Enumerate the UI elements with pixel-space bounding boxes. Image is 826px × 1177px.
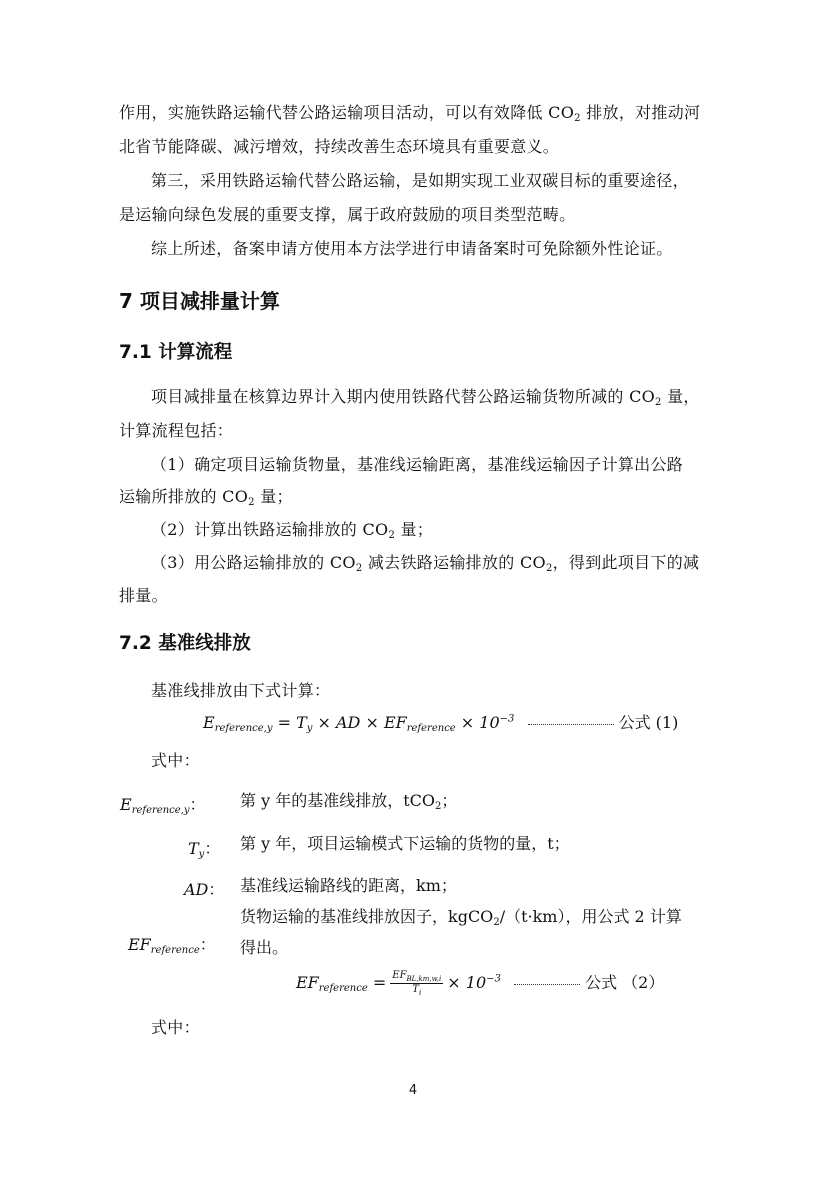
var-symbol-t-y: $T_y$： xyxy=(188,839,221,860)
s71-step3-line-2: 排量。 xyxy=(119,586,168,605)
s71-step2: （2）计算出铁路运输排放的 $CO_2$ 量； xyxy=(151,520,434,541)
formula-2 xyxy=(296,970,664,997)
var-symbol-e-reference: $E_{reference,y}$： xyxy=(120,795,206,816)
page-number: 4 xyxy=(408,1083,418,1098)
var-desc-ef-reference-line-2: 得出。 xyxy=(240,938,289,957)
formula-2-label: 公式 （2） xyxy=(585,973,665,992)
var-desc-ad: 基准线运输路线的距离，km； xyxy=(240,876,457,895)
s71-step1-line-1: （1）确定项目运输货物量，基准线运输距离，基准线运输因子计算出公路 xyxy=(151,455,684,474)
formula-2-expression: $EF_{reference}$ = $\frac{EF_{BL,km,w,i}}{T_i}$ × $10^{-3}$ xyxy=(296,970,501,997)
para3-line-2: 是运输向绿色发展的重要支撑，属于政府鼓励的项目类型范畴。 xyxy=(119,205,576,224)
s71-step1-line-2: 运输所排放的 $CO_2$ 量； xyxy=(119,487,293,508)
s71-para-line-1: 项目减排量在核算边界计入期内使用铁路代替公路运输货物所减的 $CO_2$ 量， xyxy=(151,387,700,408)
para3-line-1: 第三，采用铁路运输代替公路运输，是如期实现工业双碳目标的重要途径， xyxy=(151,171,689,190)
section-7-1-heading: 7.1 计算流程 xyxy=(119,342,233,363)
where-label-2: 式中： xyxy=(151,1018,200,1037)
s71-para-line-2: 计算流程包括： xyxy=(119,421,234,440)
formula-1-expression: $E_{reference,y} = T_y$ × AD × $EF_{reference} \times 10^{-3}$ xyxy=(203,713,515,734)
formula-1-label: 公式 (1) xyxy=(618,713,679,732)
var-symbol-ad: AD： xyxy=(184,880,225,899)
section-7-heading: 7 项目减排量计算 xyxy=(119,289,280,313)
intro-line-1: 作用，实施铁路运输代替公路运输项目活动，可以有效降低 $CO_2$ 排放，对推动河 xyxy=(119,103,701,124)
s72-intro: 基准线排放由下式计算： xyxy=(151,681,331,700)
section-7-2-heading: 7.2 基准线排放 xyxy=(119,633,251,654)
where-label-1: 式中： xyxy=(151,751,200,770)
formula-1 xyxy=(203,710,678,734)
formula-1-leader xyxy=(528,724,614,725)
var-desc-e-reference: 第 y 年的基准线排放，tCO$_2$； xyxy=(240,791,458,812)
var-desc-ef-reference-line-1: 货物运输的基准线排放因子，kgCO$_2$/（t·km），用公式 2 计算 xyxy=(240,907,682,928)
var-symbol-ef-reference: $EF_{reference}$： xyxy=(128,935,216,956)
var-desc-t-y: 第 y 年，项目运输模式下运输的货物的量，t； xyxy=(240,834,570,853)
intro-line-2: 北省节能降碳、减污增效，持续改善生态环境具有重要意义。 xyxy=(119,137,560,156)
s71-step3-line-1: （3）用公路运输排放的 $CO_2$ 减去铁路运输排放的 $CO_2$，得到此项目下的减 xyxy=(151,553,700,574)
formula-2-leader xyxy=(514,984,580,985)
para4: 综上所述，备案申请方使用本方法学进行申请备案时可免除额外性论证。 xyxy=(151,239,673,258)
